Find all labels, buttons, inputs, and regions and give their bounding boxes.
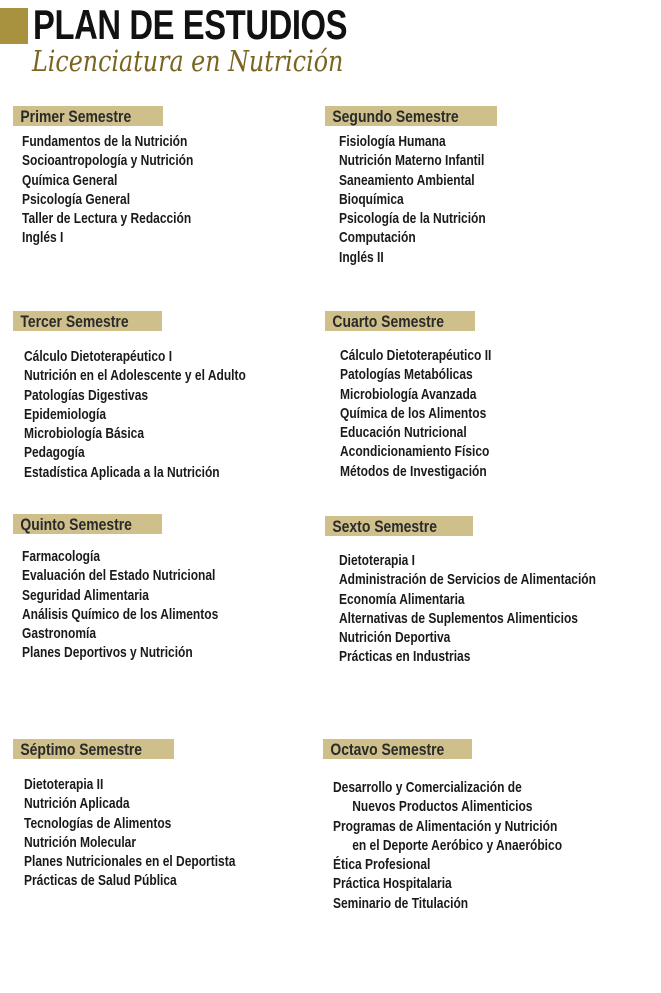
course-item: Estadística Aplicada a la Nutrición [24,463,220,481]
course-item: Epidemiología [24,405,107,423]
semester-title: Sexto Semestre [332,517,437,536]
course-item: Farmacología [22,548,101,565]
semester-badge [325,311,475,331]
course-item: Gastronomía [22,625,97,643]
semester-title: Octavo Semestre [330,740,445,759]
semester-title: Tercer Semestre [20,312,129,331]
semester-title: Quinto Semestre [20,515,132,534]
course-item: Patologías Metabólicas [340,366,473,384]
course-item: Psicología General [22,190,131,208]
course-list [22,132,236,248]
course-item: Métodos de Investigación [340,462,487,480]
course-list [339,551,660,667]
semester-badge [13,514,162,534]
semester-title: Séptimo Semestre [20,740,143,759]
semester-badge [13,106,163,126]
course-item: Ética Profesional [333,856,431,874]
course-item: Seguridad Alimentaria [22,586,149,604]
header-accent-square [0,8,28,44]
course-item: Química General [22,171,118,189]
course-item: Nutrición en el Adolescente y el Adulto [24,367,246,385]
course-item: Análisis Químico de los Alimentos [22,605,219,623]
course-item: Bioquímica [339,190,404,208]
semester-title: Segundo Semestre [332,107,459,126]
course-item: Seminario de Titulación [333,894,469,912]
course-item: Planes Nutricionales en el Deportista [24,853,236,871]
course-item: Dietoterapia II [24,776,104,793]
course-list [24,775,288,891]
course-item: Prácticas de Salud Pública [24,872,177,890]
course-item: Psicología de la Nutrición [339,210,486,228]
course-item: Inglés I [22,229,64,247]
course-item: Economía Alimentaria [339,590,465,608]
course-list [333,778,619,913]
course-item: Microbiología Básica [24,425,145,443]
course-item: Fundamentos de la Nutrición [22,133,188,150]
course-list [340,346,529,481]
course-item: Saneamiento Ambiental [339,171,475,189]
course-item: Evaluación del Estado Nutricional [22,567,216,585]
course-list [339,132,522,267]
course-item: Inglés II [339,248,384,266]
course-item: Cálculo Dietoterapéutico II [340,347,492,364]
course-item: Microbiología Avanzada [340,385,477,403]
semester-badge [13,739,174,759]
course-item: Educación Nutricional [340,424,467,442]
semester-badge [325,516,473,536]
course-item: Programas de Alimentación y Nutrición [333,817,558,835]
semester-badge [323,739,472,759]
course-item: Computación [339,229,416,247]
course-item: Planes Deportivos y Nutrición [22,644,193,662]
course-item: Desarrollo y Comercialización de [333,779,522,796]
course-item: Pedagogía [24,444,85,462]
page-title: PLAN DE ESTUDIOS [33,1,348,48]
course-item: Prácticas en Industrias [339,648,471,666]
semester-badge [13,311,162,331]
course-item: Cálculo Dietoterapéutico I [24,348,173,365]
course-item: Patologías Digestivas [24,386,149,404]
course-item: Taller de Lectura y Redacción [22,210,192,228]
course-list [22,547,267,663]
course-item: Alternativas de Suplementos Alimenticios [339,609,578,627]
course-item: Administración de Servicios de Alimentación [339,571,596,589]
semester-title: Cuarto Semestre [332,312,444,331]
course-item: Química de los Alimentos [340,404,487,422]
course-item: en el Deporte Aeróbico y Anaeróbico [352,836,563,854]
course-item: Nutrición Aplicada [24,795,130,813]
course-item: Dietoterapia I [339,552,416,569]
course-item: Nutrición Molecular [24,833,137,851]
course-item: Nutrición Deportiva [339,629,451,647]
course-item: Tecnologías de Alimentos [24,814,172,832]
course-item: Socioantropología y Nutrición [22,152,194,170]
course-item: Fisiología Humana [339,133,446,150]
course-item: Nuevos Productos Alimenticios [352,798,533,816]
semester-title: Primer Semestre [20,107,132,126]
course-item: Nutrición Materno Infantil [339,152,485,170]
course-item: Acondicionamiento Físico [340,443,490,461]
course-list [24,347,301,482]
page-subtitle: Licenciatura en Nutrición [32,44,344,78]
course-item: Práctica Hospitalaria [333,875,452,893]
semester-badge [325,106,497,126]
